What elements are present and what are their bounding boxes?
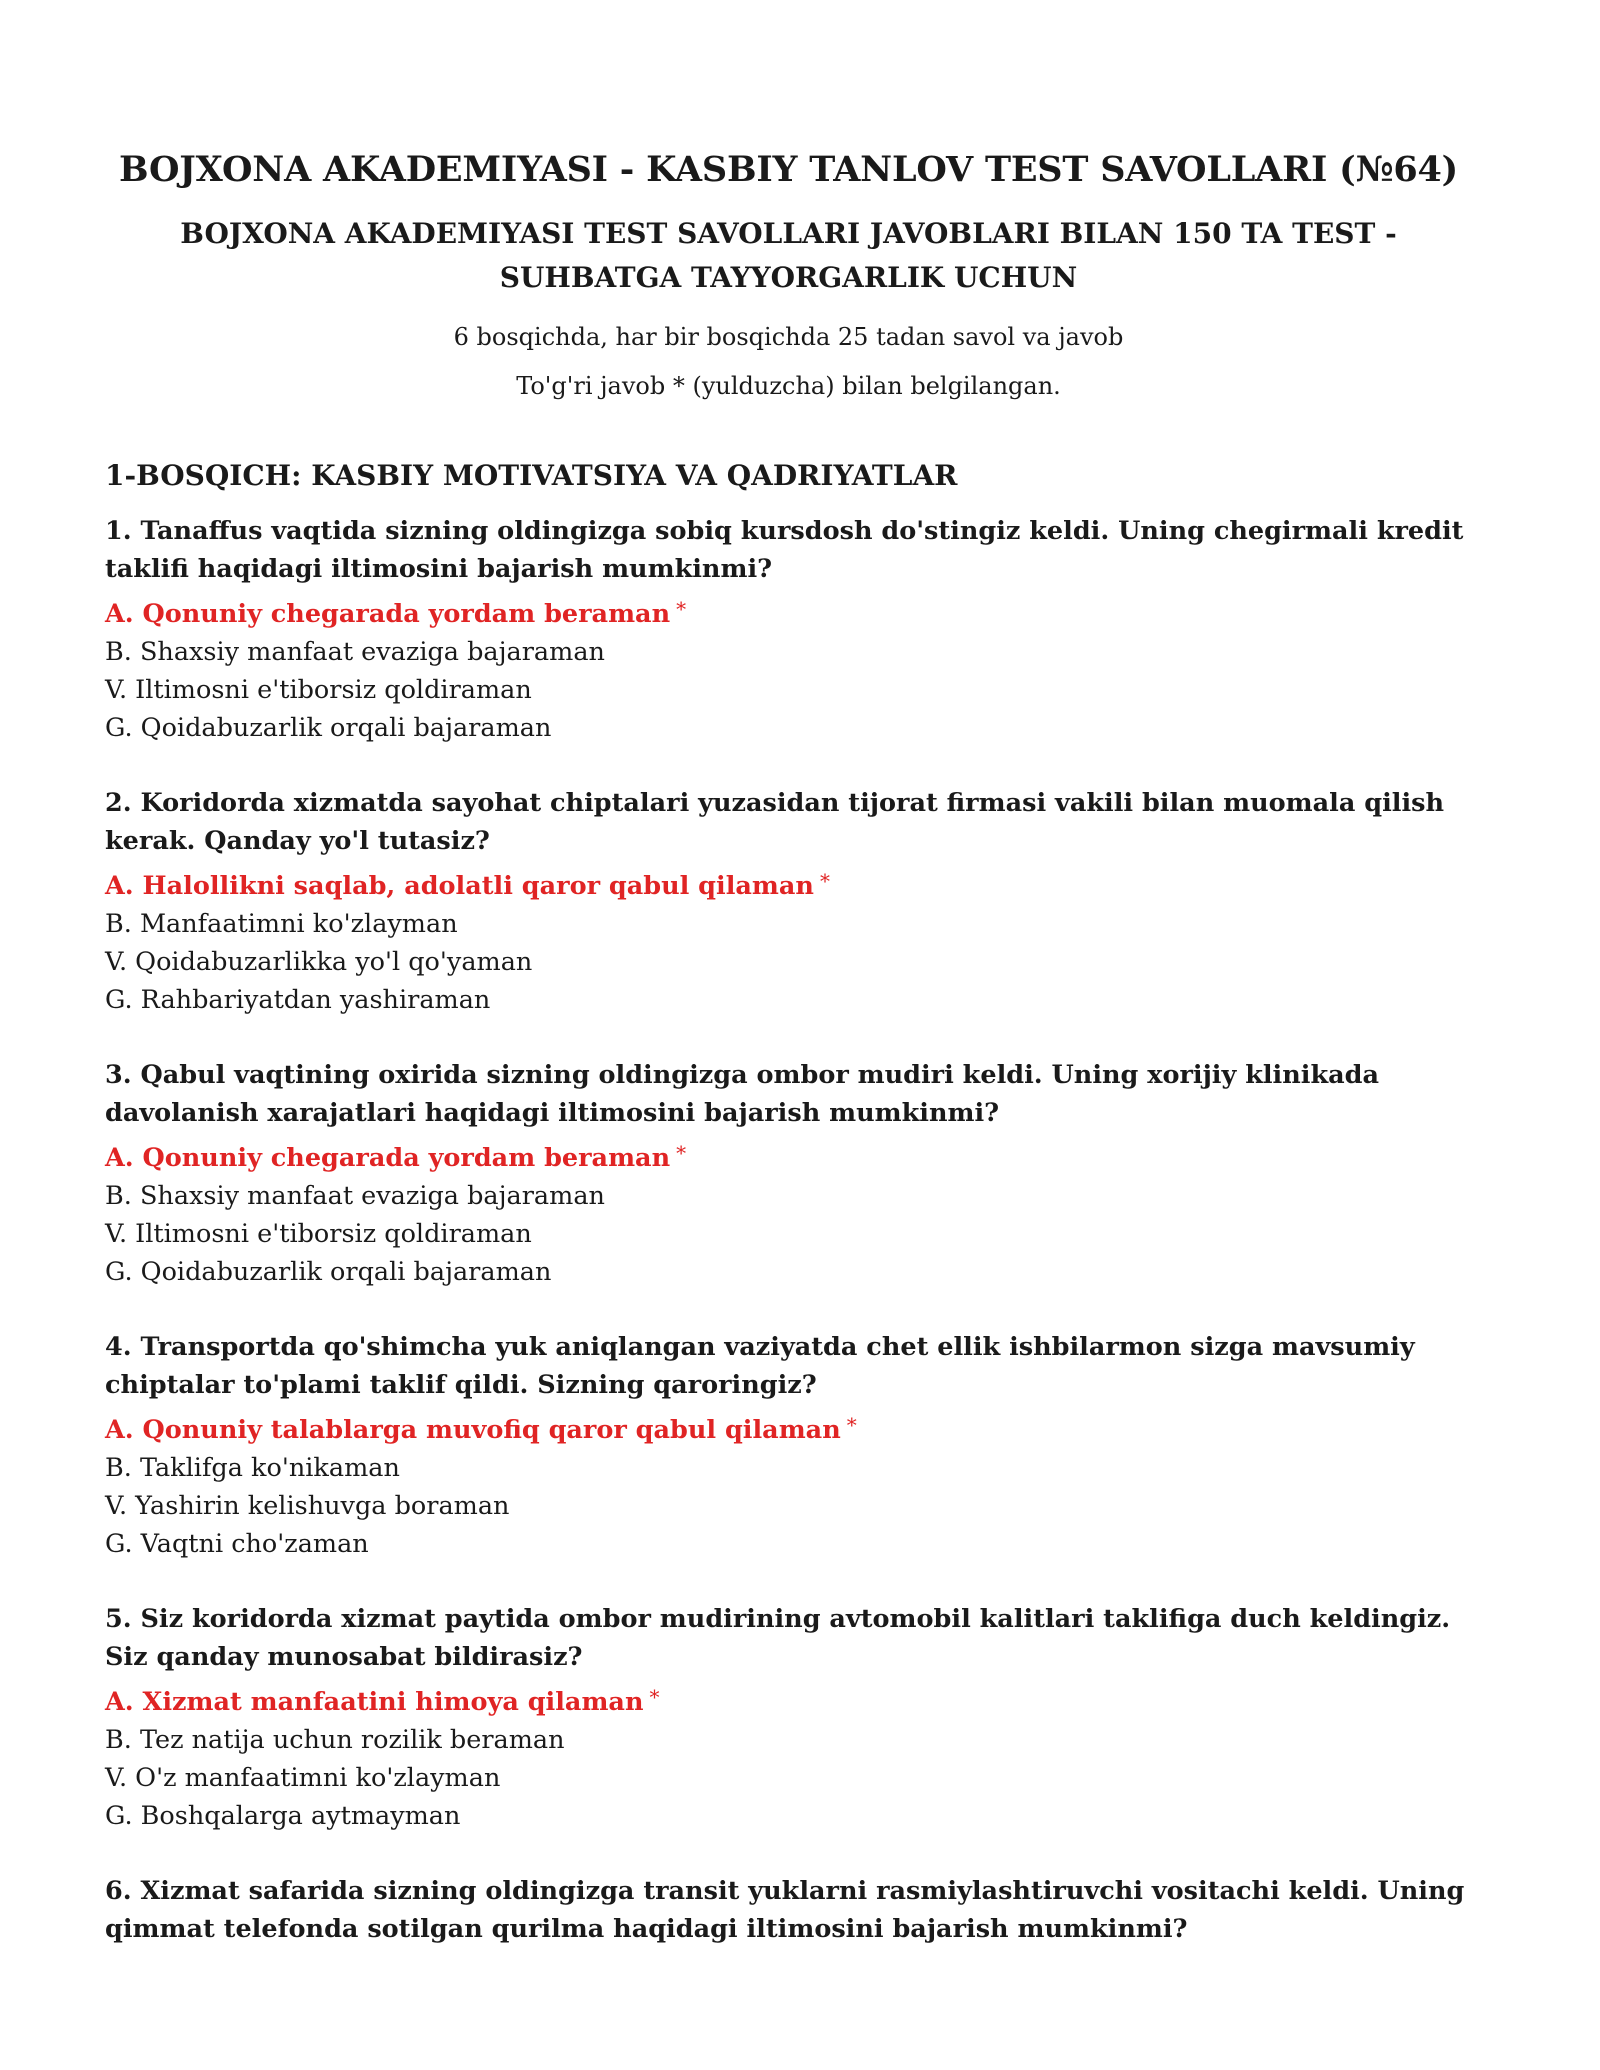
question-block <box>105 512 1472 747</box>
page-title: BOJXONA AKADEMIYASI - KASBIY TANLOV TEST SAVOLLARI (№64) <box>118 149 1459 190</box>
correct-star-marker: * <box>676 597 687 622</box>
correct-answer <box>105 862 1472 905</box>
info-line-stages: 6 bosqichda, har bir bosqichda 25 tadan savol va javob <box>453 323 1124 352</box>
info-line-correct-marker: To'g'ri javob * (yulduzcha) bilan belgilangan. <box>516 372 1061 401</box>
correct-answer <box>105 590 1472 633</box>
correct-answer <box>105 1406 1472 1449</box>
correct-answer-label: A. Halollikni saqlab, adolatli qaror qabul qilaman <box>105 871 814 902</box>
answer-option: G. Vaqtni cho'zaman <box>105 1529 369 1560</box>
question-text: 4. Transportda qo'shimcha yuk aniqlangan vaziyatda chet ellik ishbilarmon sizga mavsumiy chiptalar to'plami taklif qildi. Sizning qaroringiz? <box>105 1332 1415 1401</box>
document-header <box>105 150 1472 411</box>
question-text: 6. Xizmat safarida sizning oldingizga transit yuklarni rasmiylashtiruvchi vositachi keldi. Uning qimmat telefonda sotilgan qurilma haqidagi iltimosini bajarish mumkinmi? <box>105 1876 1465 1945</box>
correct-answer <box>105 1678 1472 1721</box>
question-block <box>105 1328 1472 1563</box>
answer-option: V. Yashirin kelishuvga boraman <box>105 1491 510 1522</box>
answer-option: B. Shaxsiy manfaat evaziga bajaraman <box>105 637 605 668</box>
correct-answer-label: A. Qonuniy talablarga muvofiq qaror qabul qilaman <box>105 1415 841 1446</box>
correct-star-marker: * <box>819 869 830 894</box>
correct-answer-label: A. Qonuniy chegarada yordam beraman <box>105 1143 671 1174</box>
correct-answer-label: A. Xizmat manfaatini himoya qilaman <box>105 1687 644 1718</box>
question-block <box>105 1056 1472 1291</box>
question-text: 3. Qabul vaqtining oxirida sizning oldingizga ombor mudiri keldi. Uning xorijiy klinikada davolanish xarajatlari haqidagi iltimosini bajarish mumkinmi? <box>105 1060 1380 1129</box>
answer-option: B. Taklifga ko'nikaman <box>105 1453 400 1484</box>
answer-option: G. Qoidabuzarlik orqali bajaraman <box>105 1257 552 1288</box>
answer-option: B. Manfaatimni ko'zlayman <box>105 909 458 940</box>
section-title: 1-BOSQICH: KASBIY MOTIVATSIYA VA QADRIYATLAR <box>105 459 958 493</box>
answer-option: G. Qoidabuzarlik orqali bajaraman <box>105 713 552 744</box>
answer-option: B. Tez natija uchun rozilik beraman <box>105 1725 565 1756</box>
question-block <box>105 1600 1472 1835</box>
correct-star-marker: * <box>649 1685 660 1710</box>
answer-option: B. Shaxsiy manfaat evaziga bajaraman <box>105 1181 605 1212</box>
question-text: 5. Siz koridorda xizmat paytida ombor mudirining avtomobil kalitlari taklifiga duch keldingiz. Siz qanday munosabat bildirasiz? <box>105 1604 1451 1673</box>
correct-answer <box>105 1134 1472 1177</box>
answer-option: G. Boshqalarga aytmayman <box>105 1801 461 1832</box>
question-text: 1. Tanaffus vaqtida sizning oldingizga sobiq kursdosh do'stingiz keldi. Uning chegirmali kredit taklifi haqidagi iltimosini bajarish mumkinmi? <box>105 516 1464 585</box>
answer-option: V. O'z manfaatimni ko'zlayman <box>105 1763 501 1794</box>
correct-answer-label: A. Qonuniy chegarada yordam beraman <box>105 599 671 630</box>
question-block <box>105 1872 1472 1948</box>
correct-star-marker: * <box>676 1141 687 1166</box>
question-text: 2. Koridorda xizmatda sayohat chiptalari yuzasidan tijorat firmasi vakili bilan muomala qilish kerak. Qanday yo'l tutasiz? <box>105 788 1445 857</box>
answer-option: G. Rahbariyatdan yashiraman <box>105 985 491 1016</box>
page-subtitle: BOJXONA AKADEMIYASI TEST SAVOLLARI JAVOBLARI BILAN 150 TA TEST - SUHBATGA TAYYORGARLIK UCHUN <box>180 217 1397 294</box>
answer-option: V. Qoidabuzarlikka yo'l qo'yaman <box>105 947 533 978</box>
question-block <box>105 784 1472 1019</box>
correct-star-marker: * <box>846 1413 857 1438</box>
answer-option: V. Iltimosni e'tiborsiz qoldiraman <box>105 1219 532 1250</box>
answer-option: V. Iltimosni e'tiborsiz qoldiraman <box>105 675 532 706</box>
